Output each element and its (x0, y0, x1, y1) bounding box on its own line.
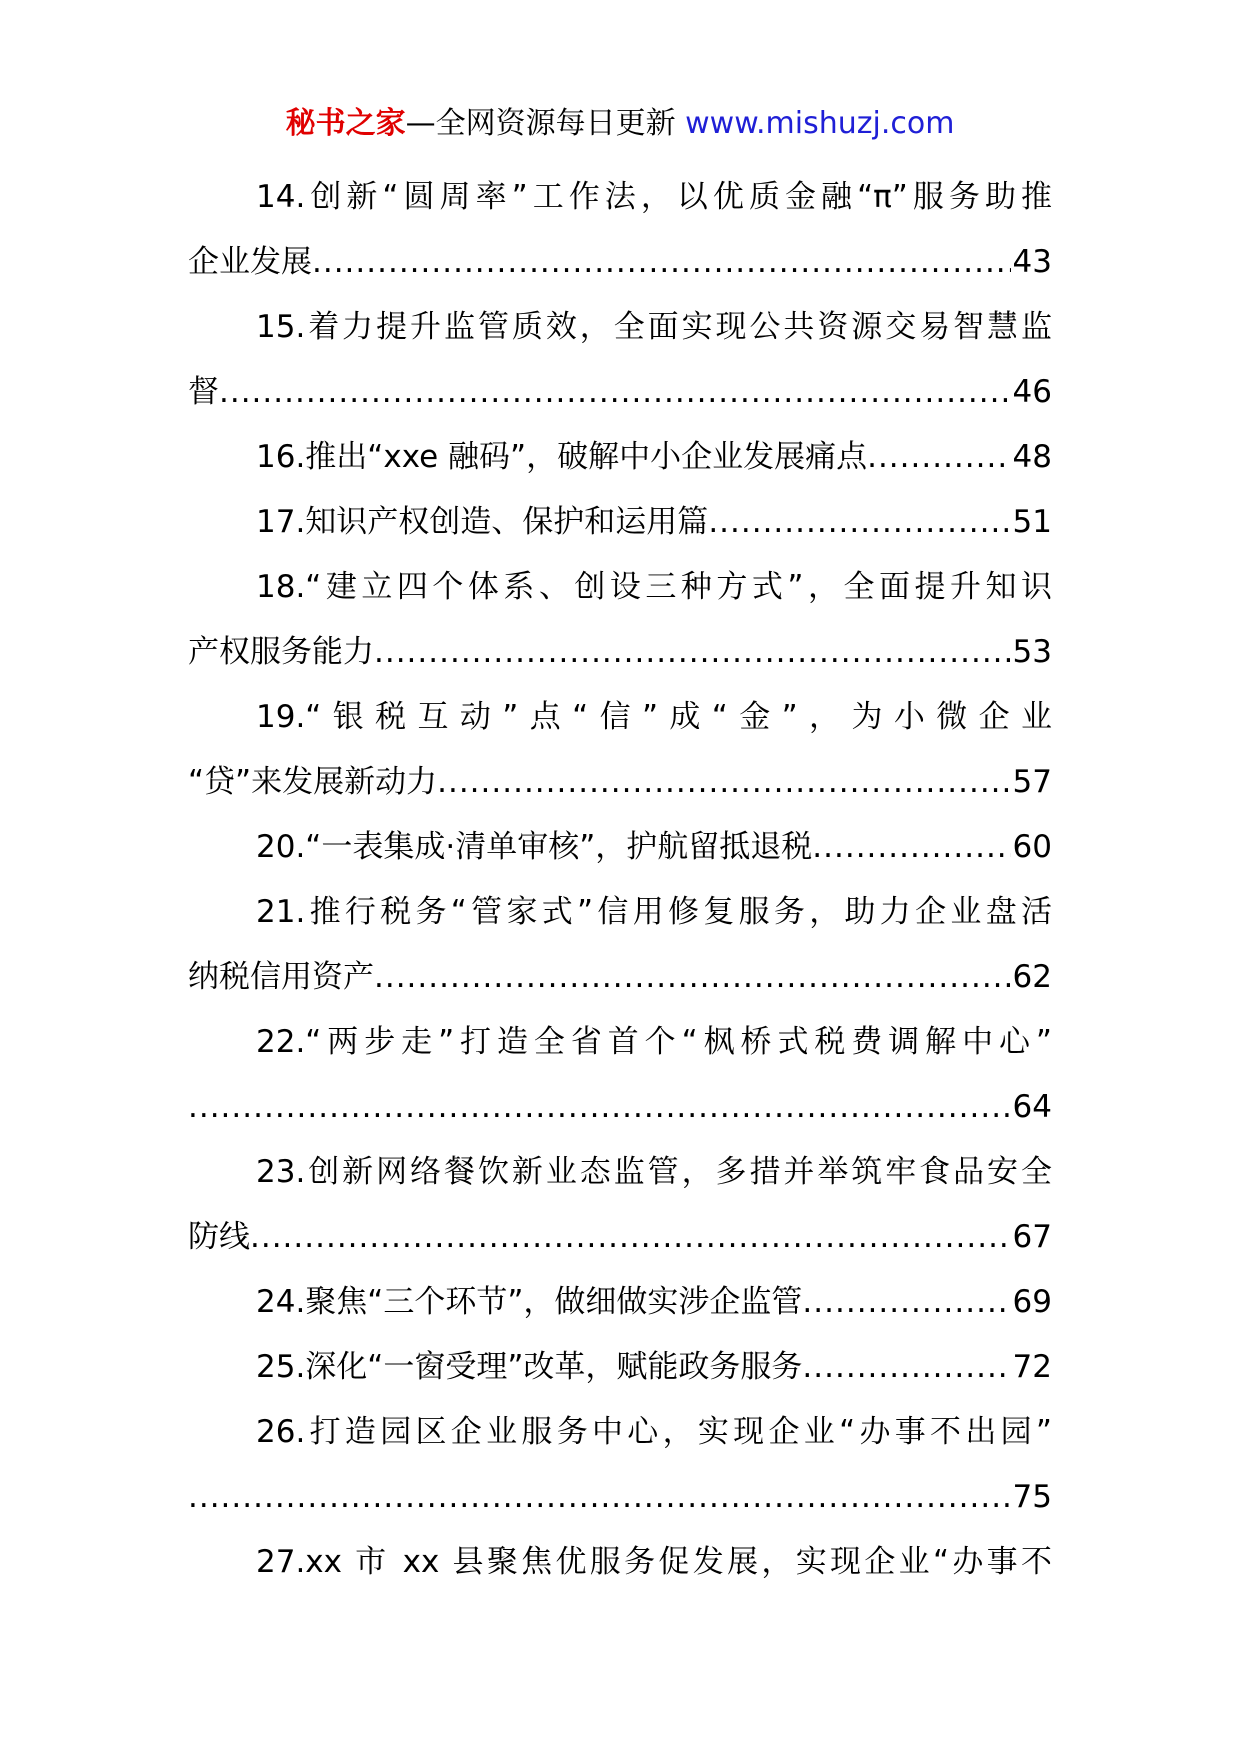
dot-leader (708, 490, 1010, 555)
toc-entry-15[interactable] (188, 295, 1052, 425)
toc-entry-title-cont: 督 (188, 374, 219, 410)
toc-entry-22[interactable] (188, 1010, 1052, 1140)
dot-leader (374, 620, 1011, 685)
dot-leader (312, 230, 1011, 295)
dot-leader (812, 815, 1010, 880)
toc-entry-title: 25.深化“一窗受理”改革，赋能政务服务 (256, 1349, 803, 1385)
toc-page-number: 60 (1012, 829, 1052, 865)
toc-entry-14[interactable] (188, 165, 1052, 295)
header-tagline: —全网资源每日更新 (405, 106, 676, 141)
toc-entry-title: 18.“建立四个体系、创设三种方式”，全面提升知识 (256, 569, 1052, 605)
toc-entry-title-cont: 产权服务能力 (188, 634, 374, 670)
toc-page-number: 72 (1012, 1349, 1052, 1385)
dot-leader (250, 1205, 1011, 1270)
toc-page-number: 69 (1012, 1284, 1052, 1320)
site-url: www.mishuzj.com (685, 106, 955, 141)
toc-entry-title-cont: 纳税信用资产 (188, 959, 374, 995)
toc-entry-title: 15.着力提升监管质效，全面实现公共资源交易智慧监 (256, 309, 1052, 345)
toc-entry-title: 22.“两步走”打造全省首个“枫桥式税费调解中心” (256, 1024, 1052, 1060)
toc-page-number: 75 (1012, 1479, 1052, 1515)
toc-entry-title: 16.推出“xxe 融码”，破解中小企业发展痛点 (256, 439, 868, 475)
toc-entry-title: 20.“一表集成·清单审核”，护航留抵退税 (256, 829, 813, 865)
dot-leader (802, 1270, 1010, 1335)
toc-entry-18[interactable] (188, 555, 1052, 685)
toc-page-number: 64 (1012, 1089, 1052, 1125)
toc-entry-title-cont: “贷”来发展新动力 (188, 764, 438, 800)
toc-entry-title: 27.xx 市 xx 县聚焦优服务促发展，实现企业“办事不 (256, 1544, 1052, 1580)
toc-entry-21[interactable] (188, 880, 1052, 1010)
toc-entry-title: 21.推行税务“管家式”信用修复服务，助力企业盘活 (256, 894, 1052, 930)
toc-entry-16[interactable] (188, 425, 1052, 490)
toc-entry-title-cont: 防线 (188, 1219, 250, 1255)
toc-entry-title: 17.知识产权创造、保护和运用篇 (256, 504, 709, 540)
toc-page-number: 57 (1012, 764, 1052, 800)
dot-leader (802, 1335, 1010, 1400)
table-of-contents (188, 165, 1052, 1595)
toc-page-number: 51 (1012, 504, 1052, 540)
toc-entry-23[interactable] (188, 1140, 1052, 1270)
toc-page-number: 43 (1012, 244, 1052, 280)
toc-entry-17[interactable] (188, 490, 1052, 555)
toc-entry-title: 24.聚焦“三个环节”，做细做实涉企监管 (256, 1284, 803, 1320)
toc-entry-25[interactable] (188, 1335, 1052, 1400)
dot-leader (219, 360, 1011, 425)
toc-entry-title-cont: 企业发展 (188, 244, 312, 280)
dot-leader (437, 750, 1010, 815)
toc-page-number: 67 (1012, 1219, 1052, 1255)
brand-name: 秘书之家 (285, 106, 406, 141)
toc-entry-26[interactable] (188, 1400, 1052, 1530)
toc-page-number: 62 (1012, 959, 1052, 995)
toc-entry-title: 14.创新“圆周率”工作法，以优质金融“π”服务助推 (256, 179, 1052, 215)
document-header (0, 104, 1240, 144)
dot-leader (867, 425, 1010, 490)
toc-entry-20[interactable] (188, 815, 1052, 880)
toc-entry-title: 26.打造园区企业服务中心，实现企业“办事不出园” (256, 1414, 1052, 1450)
toc-entry-title: 23.创新网络餐饮新业态监管，多措并举筑牢食品安全 (256, 1154, 1052, 1190)
toc-entry-title: 19.“银税互动”点“信”成“金”，为小微企业 (256, 699, 1052, 735)
toc-entry-19[interactable] (188, 685, 1052, 815)
dot-leader (188, 1465, 1011, 1530)
toc-page-number: 48 (1012, 439, 1052, 475)
dot-leader (188, 1075, 1011, 1140)
toc-entry-24[interactable] (188, 1270, 1052, 1335)
toc-page-number: 46 (1012, 374, 1052, 410)
toc-page-number: 53 (1012, 634, 1052, 670)
toc-entry-27[interactable] (188, 1530, 1052, 1595)
dot-leader (374, 945, 1011, 1010)
